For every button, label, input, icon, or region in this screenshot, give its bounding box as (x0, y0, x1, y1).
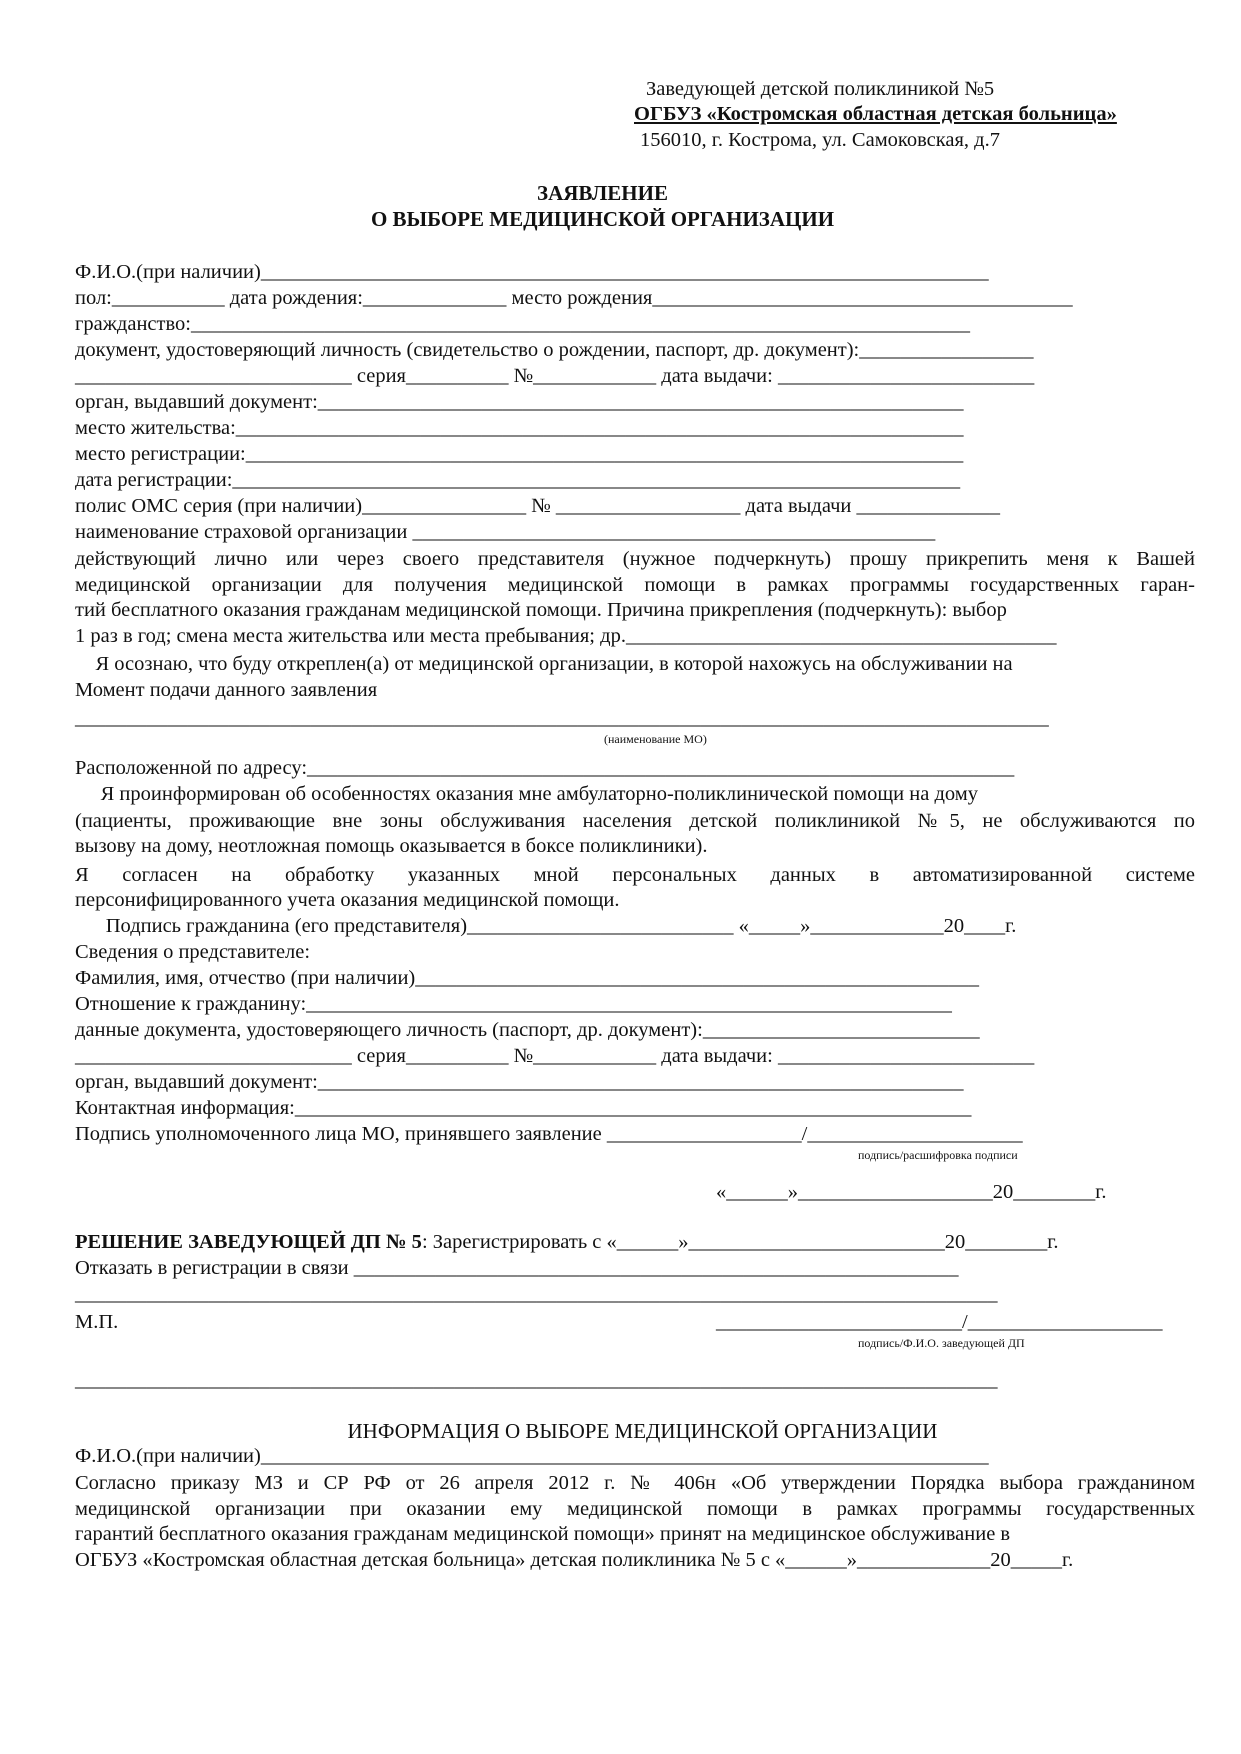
info-text-line4[interactable]: ОГБУЗ «Костромская областная детская больница» детская поликлиника № 5 с «______»_____________20_____г. (75, 1549, 1074, 1571)
decision-register-date[interactable]: : Зарегистрировать с «______»_________________________20________г. (421, 1231, 1059, 1253)
para-home-care-line3: вызову на дому, неотложная помощь оказывается в боксе поликлиники). (75, 835, 708, 857)
field-head-signature[interactable]: ________________________/___________________ (716, 1311, 1163, 1333)
header-organization: ОГБУЗ «Костромская областная детская больница» (634, 103, 1117, 125)
para-request-line4[interactable]: 1 раз в год; смена места жительства или места пребывания; др.__________________________________________ (75, 625, 1057, 647)
representative-title: Сведения о представителе: (75, 941, 311, 963)
field-registration-place[interactable]: место регистрации:______________________________________________________________________ (75, 443, 964, 465)
doc-subtitle: О ВЫБОРЕ МЕДИЦИНСКОЙ ОРГАНИЗАЦИИ (370, 207, 835, 231)
field-refusal-reason[interactable]: Отказать в регистрации в связи ___________________________________________________________ (75, 1257, 959, 1279)
field-rep-contact[interactable]: Контактная информация:__________________________________________________________________ (75, 1097, 972, 1119)
para-consent-line2: персонифицированного учета оказания медицинской помощи. (75, 889, 620, 911)
field-registration-date[interactable]: дата регистрации:_______________________________________________________________________ (75, 469, 961, 491)
info-text-line1: Согласно приказу МЗ и СР РФ от 26 апреля 2012 г. № 406н «Об утверждении Порядка выбора гражданином (75, 1472, 1195, 1494)
field-fio[interactable]: Ф.И.О.(при наличии)_______________________________________________________________________ (75, 261, 989, 283)
field-document-issuer[interactable]: орган, выдавший документ:_______________________________________________________________ (75, 391, 964, 413)
field-rep-document[interactable]: данные документа, удостоверяющего личность (паспорт, др. документ):___________________________ (75, 1019, 980, 1041)
field-mo-name[interactable]: _______________________________________________________________________________________________ (75, 707, 1049, 729)
field-citizen-signature[interactable]: Подпись гражданина (его представителя)__________________________ «_____»_____________20____г. (75, 915, 1017, 937)
field-mo-sign-date[interactable]: «______»___________________20________г. (716, 1181, 1107, 1203)
field-oms-policy[interactable]: полис ОМС серия (при наличии)________________ № __________________ дата выдачи ______________ (75, 495, 1001, 517)
caption-head-signature: подпись/Ф.И.О. заведующей ДП (858, 1336, 1025, 1350)
separator-line: __________________________________________________________________________________________ (75, 1369, 998, 1391)
para-home-care-line2: (пациенты, проживающие вне зоны обслуживания населения детской поликлиникой №5, не обслуживаются по (75, 810, 1195, 832)
field-sex-birth[interactable]: пол:___________ дата рождения:______________ место рождения_________________________________________ (75, 287, 1073, 309)
field-insurer[interactable]: наименование страховой организации ___________________________________________________ (75, 521, 936, 543)
doc-title: ЗАЯВЛЕНИЕ (537, 181, 668, 205)
para-request-line2: медицинской организации для получения медицинской помощи в рамках программы государственных гаран- (75, 574, 1195, 596)
header-address: 156010, г. Кострома, ул. Самоковская, д.7 (640, 129, 1000, 151)
field-rep-relation[interactable]: Отношение к гражданину:_______________________________________________________________ (75, 993, 952, 1015)
para-detach-line2: Момент подачи данного заявления (75, 679, 378, 701)
field-mo-address[interactable]: Расположенной по адресу:_____________________________________________________________________ (75, 757, 1015, 779)
decision-label: РЕШЕНИЕ ЗАВЕДУЮЩЕЙ ДП № 5 (75, 1231, 422, 1253)
field-refusal-reason-cont[interactable]: __________________________________________________________________________________________ (75, 1283, 998, 1305)
field-citizenship[interactable]: гражданство:____________________________________________________________________________ (75, 313, 970, 335)
para-consent-line1: Я согласен на обработку указанных мной персональных данных в автоматизированной системе (75, 864, 1195, 886)
field-id-document[interactable]: документ, удостоверяющий личность (свидетельство о рождении, паспорт, др. документ):_________________ (75, 339, 1034, 361)
field-rep-fio[interactable]: Фамилия, имя, отчество (при наличии)_______________________________________________________ (75, 967, 979, 989)
info-field-fio[interactable]: Ф.И.О.(при наличии)_______________________________________________________________________ (75, 1445, 989, 1467)
field-rep-issuer[interactable]: орган, выдавший документ:_______________________________________________________________ (75, 1071, 964, 1093)
header-recipient: Заведующей детской поликлиникой №5 (646, 78, 995, 100)
caption-mo-signature: подпись/расшифровка подписи (858, 1148, 1018, 1162)
info-text-line2: медицинской организации при оказании ему медицинской помощи в рамках программы государственных (75, 1498, 1195, 1520)
stamp-place: М.П. (75, 1311, 119, 1333)
field-residence[interactable]: место жительства:_______________________________________________________________________ (75, 417, 964, 439)
para-home-care-line1: Я проинформирован об особенностях оказания мне амбулаторно-поликлинической помощи на дому (75, 783, 978, 805)
para-detach-line1: Я осознаю, что буду откреплен(а) от медицинской организации, в которой нахожусь на обслуживании на (75, 653, 1013, 675)
decision-line (75, 1230, 1059, 1254)
info-title: ИНФОРМАЦИЯ О ВЫБОРЕ МЕДИЦИНСКОЙ ОРГАНИЗАЦИИ (347, 1419, 938, 1443)
field-rep-series[interactable]: ___________________________ серия__________ №____________ дата выдачи: _________________________ (75, 1045, 1035, 1067)
field-document-series[interactable]: ___________________________ серия__________ №____________ дата выдачи: _________________________ (75, 365, 1035, 387)
para-request-line3: тий бесплатного оказания гражданам медицинской помощи. Причина прикрепления (подчеркнуть): выбор (75, 599, 1007, 621)
para-request-line1: действующий лично или через своего представителя (нужное подчеркнуть) прошу прикрепить меня к Вашей (75, 548, 1195, 570)
field-mo-signature[interactable]: Подпись уполномоченного лица МО, принявшего заявление ___________________/_____________________ (75, 1123, 1023, 1145)
info-text-line3: гарантий бесплатного оказания гражданам медицинской помощи» принят на медицинское обслуживание в (75, 1523, 1011, 1545)
caption-mo-name: (наименование МО) (604, 732, 707, 746)
